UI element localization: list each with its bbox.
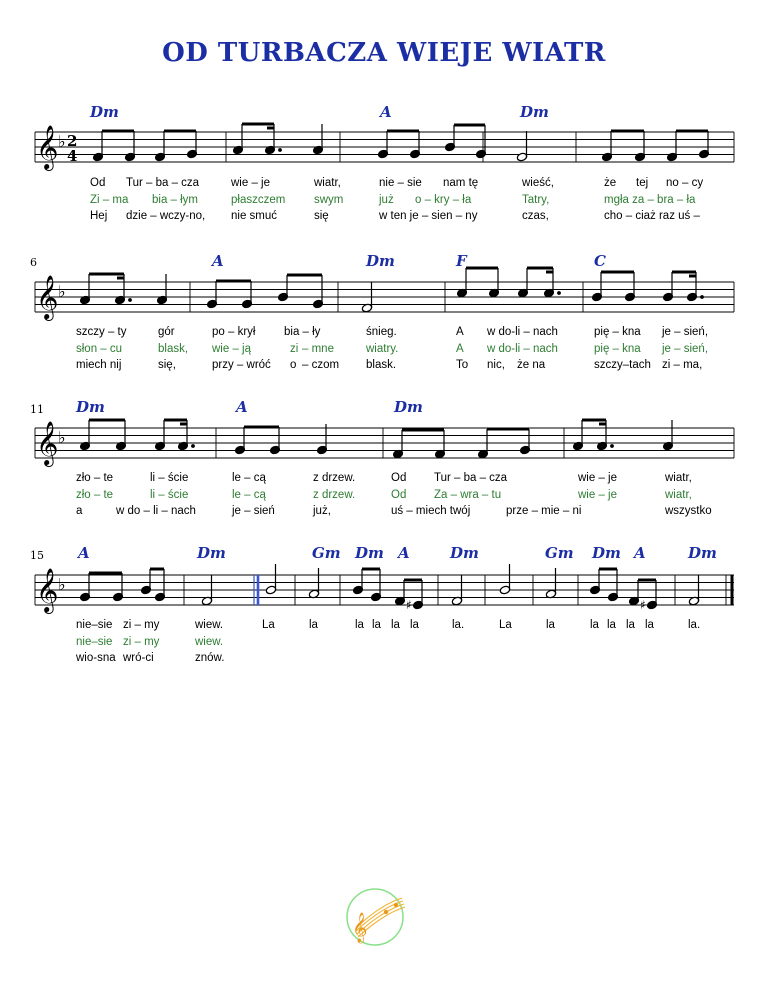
lyric-syllable: Zi – ma <box>90 194 129 206</box>
lyric-syllable: Za – wra – tu <box>434 489 502 501</box>
lyric-syllable: wiew. <box>195 636 224 648</box>
lyric-syllable: nam tę <box>443 177 479 189</box>
lyric-syllable: pię – kna <box>594 326 641 338</box>
chord-label: Dm <box>76 398 105 416</box>
lyric-syllable: je – sień, <box>662 326 709 338</box>
lyric-syllable: la. <box>452 619 465 631</box>
lyric-syllable: miech nij <box>76 359 122 371</box>
lyric-syllable: wszystko <box>665 505 712 517</box>
lyric-syllable: la <box>607 619 616 631</box>
time-signature-bottom: 4 <box>67 147 78 165</box>
lyric-syllable: le – cą <box>232 489 266 501</box>
chord-label: A <box>78 544 90 562</box>
lyric-syllable: nie smuć <box>231 210 278 222</box>
lyric-syllable: La <box>262 619 275 631</box>
chord-label: Gm <box>312 544 341 562</box>
lyric-syllable: wie – je <box>231 177 270 189</box>
lyric-syllable: la <box>355 619 364 631</box>
lyric-syllable: La <box>499 619 512 631</box>
chord-label: A <box>236 398 248 416</box>
staff-system-4 <box>30 544 734 664</box>
lyric-syllable: blask. <box>366 359 397 371</box>
lyric-syllable: szczy–tach <box>594 359 651 371</box>
chord-label: Dm <box>197 544 226 562</box>
chord-label: Dm <box>520 103 549 121</box>
lyric-syllable: le – cą <box>232 472 266 484</box>
lyric-syllable: dzie – wczy-no, <box>126 210 206 222</box>
chord-label: Dm <box>592 544 621 562</box>
lyric-syllable: że <box>604 177 617 189</box>
lyric-syllable: przy – wróć <box>212 359 271 371</box>
lyric-syllable: nic, <box>487 359 505 371</box>
lyric-syllable: o – kry – ła <box>415 194 472 206</box>
lyric-syllable: la <box>372 619 381 631</box>
measure-number: 15 <box>30 549 44 562</box>
lyric-syllable: la <box>410 619 419 631</box>
lyric-syllable: nie–sie <box>76 619 113 631</box>
lyric-syllable: Hej <box>90 210 108 222</box>
notes-system-2 <box>80 268 704 313</box>
lyric-syllable: słon – cu <box>76 343 123 355</box>
measure-number: 6 <box>30 256 37 269</box>
lyric-syllable: la <box>391 619 400 631</box>
lyric-syllable: wiatr, <box>314 177 341 189</box>
lyric-syllable: że na <box>517 359 546 371</box>
lyric-syllable: swym <box>314 194 344 206</box>
lyric-syllable: po – krył <box>212 326 256 338</box>
staff-system-1 <box>35 103 734 222</box>
chord-label: C <box>594 252 606 270</box>
lyric-syllable: bia – ły <box>284 326 321 338</box>
lyric-syllable: la <box>626 619 635 631</box>
lyric-syllable: a <box>76 505 83 517</box>
flat-key-signature-icon: ♭ <box>58 575 66 594</box>
lyric-syllable: wie – je <box>578 489 617 501</box>
lyric-syllable: – mne <box>302 343 334 355</box>
lyric-syllable: – czom <box>302 359 340 371</box>
lyric-syllable: się <box>314 210 329 222</box>
lyric-syllable: A <box>456 343 464 355</box>
staff-system-2 <box>30 252 734 371</box>
lyric-syllable: zi – my <box>123 619 160 631</box>
lyric-syllable: śnieg. <box>366 326 397 338</box>
lyric-syllable: nie–sie <box>76 636 113 648</box>
lyric-syllable: w do – li – nach <box>116 505 196 517</box>
treble-clef-icon: 𝄞 <box>36 421 59 465</box>
lyric-syllable: gór <box>158 326 175 338</box>
lyric-syllable: blask, <box>158 343 189 355</box>
lyric-syllable: je – sień <box>232 505 275 517</box>
chord-label: A <box>212 252 224 270</box>
lyric-syllable: wie – je <box>578 472 617 484</box>
chord-label: A <box>380 103 392 121</box>
flat-key-signature-icon: ♭ <box>58 282 66 301</box>
lyric-syllable: wiatr, <box>665 489 692 501</box>
treble-clef-icon: 𝄞 <box>36 568 59 612</box>
chord-label: A <box>634 544 646 562</box>
lyric-syllable: wiatry. <box>366 343 399 355</box>
lyric-syllable: nie – sie <box>379 177 422 189</box>
lyric-syllable: A <box>456 326 464 338</box>
lyric-syllable: czas, <box>522 210 549 222</box>
lyric-syllable: zi <box>290 343 299 355</box>
sharp-icon: ♯ <box>640 598 646 612</box>
lyric-syllable: się, <box>158 359 176 371</box>
chord-label: Dm <box>366 252 395 270</box>
lyric-syllable: Od <box>391 472 407 484</box>
sharp-icon: ♯ <box>406 598 412 612</box>
staff-system-3 <box>30 398 734 517</box>
chord-label: F <box>456 252 467 270</box>
lyric-syllable: la <box>546 619 555 631</box>
chord-label: A <box>398 544 410 562</box>
chord-label: Dm <box>450 544 479 562</box>
lyric-syllable: w ten je – sien – ny <box>379 210 478 222</box>
lyric-syllable: mgła za – bra – ła <box>604 194 696 206</box>
lyric-syllable: w do-li – nach <box>487 343 558 355</box>
lyric-syllable: z drzew. <box>313 472 356 484</box>
lyric-syllable: już, <box>313 505 331 517</box>
lyric-syllable: wieść, <box>522 177 554 189</box>
lyric-syllable: la <box>590 619 599 631</box>
lyric-syllable: Od <box>90 177 106 189</box>
lyric-syllable: Tur – ba – cza <box>434 472 508 484</box>
treble-clef-icon: 𝄞 <box>36 275 59 319</box>
lyric-syllable: szczy – ty <box>76 326 127 338</box>
lyric-syllable: zi – ma, <box>662 359 703 371</box>
lyric-syllable: zi – my <box>123 636 160 648</box>
lyric-syllable: la <box>309 619 318 631</box>
chord-label: Dm <box>90 103 119 121</box>
treble-clef-icon: 𝄞 <box>36 125 59 169</box>
lyric-syllable: Od <box>391 489 407 501</box>
lyric-syllable: znów. <box>195 652 225 664</box>
lyric-syllable: już <box>379 194 394 206</box>
chord-label: Dm <box>688 544 717 562</box>
lyric-syllable: no – cy <box>666 177 704 189</box>
lyric-syllable: li – ście <box>150 472 189 484</box>
lyric-syllable: tej <box>636 177 649 189</box>
lyric-syllable: wio-sna <box>76 652 116 664</box>
song-title: OD TURBACZA WIEJE WIATR <box>162 38 606 68</box>
lyric-syllable: la <box>645 619 654 631</box>
flat-key-signature-icon: ♭ <box>58 428 66 447</box>
lyric-syllable: o <box>290 359 297 371</box>
svg-text:𝄞: 𝄞 <box>352 913 368 943</box>
lyric-syllable: li – ście <box>150 489 189 501</box>
lyric-syllable: Tatry, <box>522 194 550 206</box>
chord-label: Dm <box>355 544 384 562</box>
lyric-syllable: To <box>456 359 469 371</box>
music-logo-icon <box>347 889 405 945</box>
flat-key-signature-icon: ♭ <box>58 132 66 151</box>
chord-label: Dm <box>394 398 423 416</box>
chord-label: Gm <box>545 544 574 562</box>
lyric-syllable: je – sień, <box>662 343 709 355</box>
time-signature-top: 2 <box>67 132 78 150</box>
lyric-syllable: w do-li – nach <box>487 326 558 338</box>
lyric-syllable: uś – miech twój <box>391 505 471 517</box>
lyric-syllable: bia – łym <box>152 194 199 206</box>
lyric-syllable: wie – ją <box>212 343 251 355</box>
lyric-syllable: la. <box>688 619 701 631</box>
lyric-syllable: Tur – ba – cza <box>126 177 200 189</box>
lyric-syllable: z drzew. <box>313 489 356 501</box>
lyric-syllable: pię – kna <box>594 343 641 355</box>
lyric-syllable: wiew. <box>195 619 224 631</box>
notes-system-3 <box>80 420 674 459</box>
lyric-syllable: prze – mie – ni <box>506 505 582 517</box>
lyric-syllable: płaszczem <box>231 194 286 206</box>
lyric-syllable: wró-ci <box>123 652 154 664</box>
notes-system-1 <box>93 124 710 162</box>
lyric-syllable: wiatr, <box>665 472 692 484</box>
lyric-syllable: zło – te <box>76 489 114 501</box>
measure-number: 11 <box>30 403 44 416</box>
lyric-syllable: cho – ciaż raz uś – <box>604 210 700 222</box>
lyric-syllable: zło – te <box>76 472 114 484</box>
